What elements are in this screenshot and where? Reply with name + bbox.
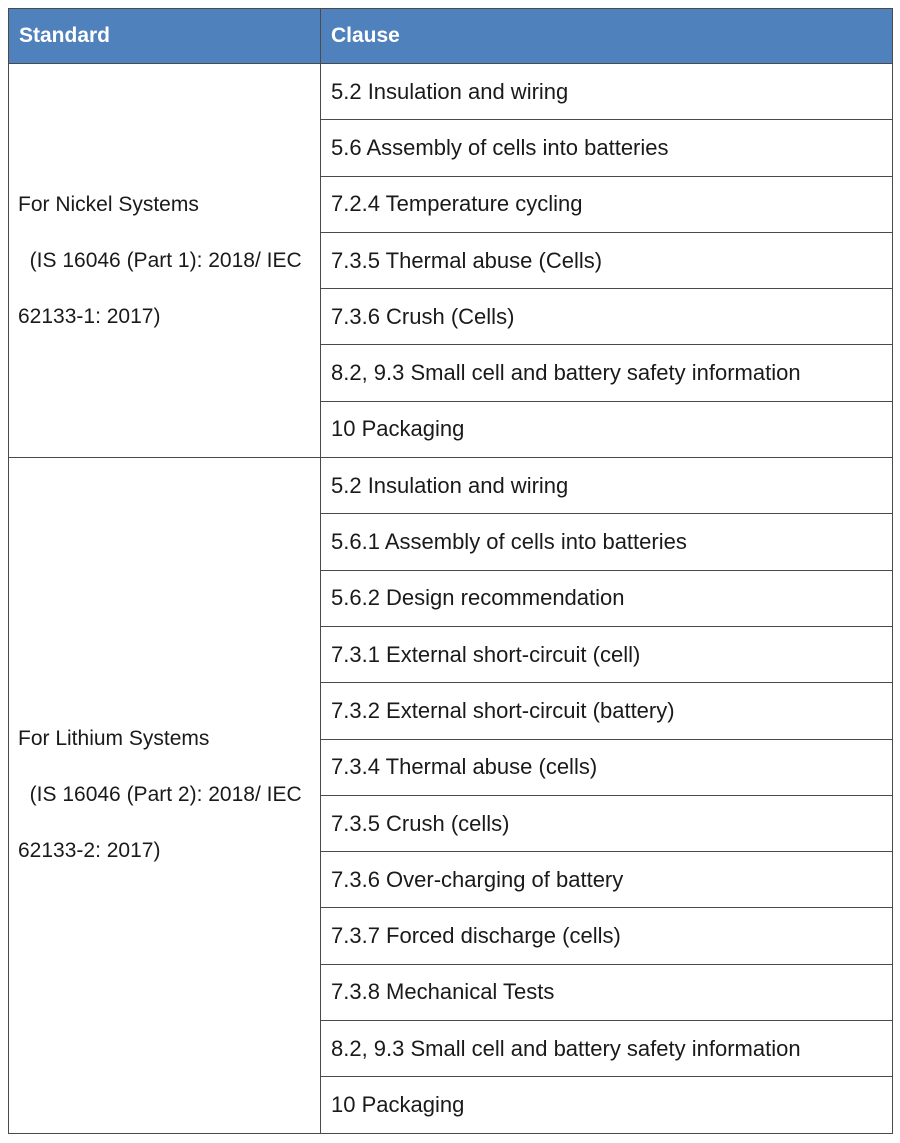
standard-text-line: 62133-2: 2017) [18,839,161,863]
clause-cell: 7.3.4 Thermal abuse (cells) [321,739,893,795]
clause-cell: 7.3.5 Crush (cells) [321,795,893,851]
standards-table [8,8,893,1134]
clause-cell: 8.2, 9.3 Small cell and battery safety information [321,1021,893,1077]
clause-cell: 5.2 Insulation and wiring [321,458,893,514]
clause-cell: 7.3.2 External short-circuit (battery) [321,683,893,739]
table-row [9,64,893,120]
standard-column-header: Standard [9,9,321,64]
clause-cell: 7.3.8 Mechanical Tests [321,964,893,1020]
clause-column-header: Clause [321,9,893,64]
clause-cell: 7.3.6 Crush (Cells) [321,289,893,345]
table-body [9,64,893,1134]
clause-cell: 5.6.1 Assembly of cells into batteries [321,514,893,570]
standard-text-line: For Lithium Systems [18,727,210,751]
clause-cell: 5.6 Assembly of cells into batteries [321,120,893,176]
clause-cell: 5.6.2 Design recommendation [321,570,893,626]
clause-cell: 7.3.5 Thermal abuse (Cells) [321,232,893,288]
clause-cell: 8.2, 9.3 Small cell and battery safety information [321,345,893,401]
standard-text-line: (IS 16046 (Part 2): 2018/ IEC [18,783,302,807]
standard-text-line: 62133-1: 2017) [18,304,161,328]
standard-text-line: (IS 16046 (Part 1): 2018/ IEC [18,248,302,272]
clause-cell: 7.3.6 Over-charging of battery [321,852,893,908]
clause-cell: 10 Packaging [321,1077,893,1133]
clause-cell: 7.3.1 External short-circuit (cell) [321,626,893,682]
standard-text-line: For Nickel Systems [18,192,199,216]
standard-cell [9,64,321,458]
clause-cell: 10 Packaging [321,401,893,457]
clause-cell: 5.2 Insulation and wiring [321,64,893,120]
standard-cell [9,458,321,1134]
clause-cell: 7.2.4 Temperature cycling [321,176,893,232]
table-row [9,458,893,514]
header-row [9,9,893,64]
clause-cell: 7.3.7 Forced discharge (cells) [321,908,893,964]
